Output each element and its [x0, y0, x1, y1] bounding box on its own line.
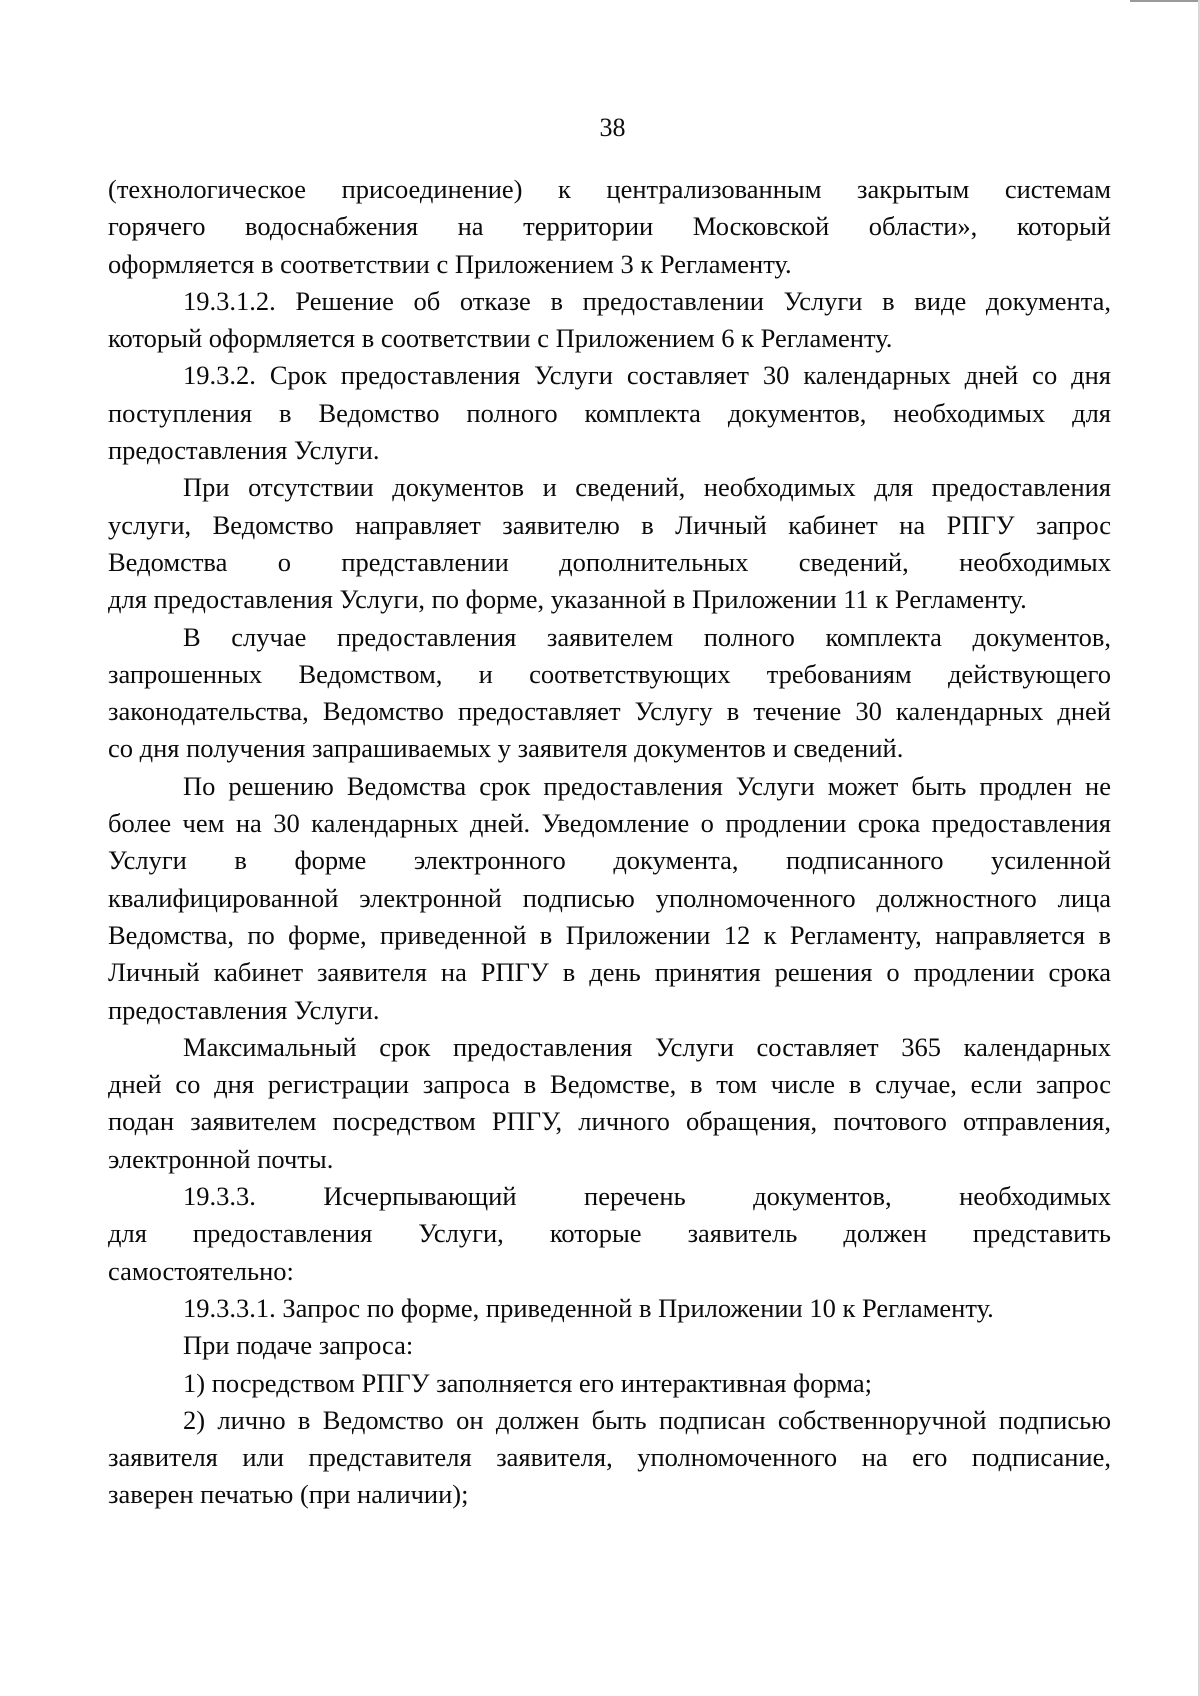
text-line: 19.3.3. Исчерпывающий перечень документов, необходимых — [183, 1181, 1111, 1212]
text-line: заявителя или представителя заявителя, уполномоченного на его подписание, — [108, 1442, 1111, 1473]
paragraph — [108, 469, 1111, 618]
text-line: электронной почты. — [108, 1143, 334, 1174]
paragraph — [108, 171, 1111, 283]
paragraph — [108, 1365, 1111, 1402]
text-line: 19.3.2. Срок предоставления Услуги составляет 30 календарных дней со дня — [183, 360, 1111, 391]
text-line: со дня получения запрашиваемых у заявителя документов и сведений. — [108, 733, 904, 764]
text-line: (технологическое присоединение) к централизованным закрытым системам — [108, 174, 1111, 204]
paragraph — [108, 1327, 1111, 1364]
text-line: оформляется в соответствии с Приложением 3 к Регламенту. — [108, 248, 792, 279]
text-line: подан заявителем посредством РПГУ, личного обращения, почтового отправления, — [108, 1106, 1111, 1137]
paragraph — [108, 619, 1111, 768]
text-line: В случае предоставления заявителем полного комплекта документов, — [183, 621, 1111, 652]
text-line: По решению Ведомства срок предоставления Услуги может быть продлен не — [183, 770, 1111, 801]
text-line: для предоставления Услуги, по форме, указанной в Приложении 11 к Регламенту. — [108, 584, 1027, 615]
paragraph — [108, 1290, 1111, 1327]
text-line: 19.3.3.1. Запрос по форме, приведенной в Приложении 10 к Регламенту. — [183, 1292, 994, 1323]
text-line: Ведомства, по форме, приведенной в Приложении 12 к Регламенту, направляется в — [108, 919, 1111, 950]
text-line: горячего водоснабжения на территории Московской области», который — [108, 211, 1111, 242]
text-line: предоставления Услуги. — [108, 435, 380, 466]
text-line: запрошенных Ведомством, и соответствующих требованиям действующего — [108, 658, 1111, 689]
text-line: При отсутствии документов и сведений, необходимых для предоставления — [183, 472, 1111, 503]
paragraph — [108, 1029, 1111, 1178]
text-line: услуги, Ведомство направляет заявителю в Личный кабинет на РПГУ запрос — [108, 509, 1111, 540]
paragraph — [108, 1402, 1111, 1514]
paragraph — [108, 283, 1111, 358]
text-line: поступления в Ведомство полного комплекта документов, необходимых для — [108, 397, 1111, 428]
paragraph — [108, 357, 1111, 469]
text-line: 19.3.1.2. Решение об отказе в предоставлении Услуги в виде документа, — [183, 285, 1111, 316]
paragraph — [108, 768, 1111, 1029]
text-line: который оформляется в соответствии с Приложением 6 к Регламенту. — [108, 323, 893, 354]
page-number: 38 — [599, 113, 626, 142]
text-line: Максимальный срок предоставления Услуги составляет 365 календарных — [183, 1031, 1111, 1062]
text-line: При подаче запроса: — [183, 1330, 414, 1361]
text-line: предоставления Услуги. — [108, 994, 380, 1025]
text-line: самостоятельно: — [108, 1255, 294, 1286]
text-line: Личный кабинет заявителя на РПГУ в день принятия решения о продлении срока — [108, 957, 1111, 988]
document-body — [108, 171, 1111, 1514]
text-line: для предоставления Услуги, которые заявитель должен представить — [108, 1218, 1111, 1249]
text-line: заверен печатью (при наличии); — [108, 1479, 469, 1510]
text-line: Услуги в форме электронного документа, подписанного усиленной — [108, 845, 1111, 876]
text-line: квалифицированной электронной подписью уполномоченного должностного лица — [108, 882, 1111, 913]
text-line: 2) лично в Ведомство он должен быть подписан собственноручной подписью — [183, 1404, 1111, 1435]
text-line: законодательства, Ведомство предоставляет Услугу в течение 30 календарных дней — [108, 696, 1111, 727]
text-line: 1) посредством РПГУ заполняется его интерактивная форма; — [183, 1367, 872, 1398]
scan-edge-top — [1130, 0, 1200, 2]
text-line: более чем на 30 календарных дней. Уведомление о продлении срока предоставления — [108, 808, 1111, 839]
text-line: дней со дня регистрации запроса в Ведомстве, в том числе в случае, если запрос — [108, 1069, 1111, 1100]
text-line: Ведомства о представлении дополнительных сведений, необходимых — [108, 546, 1111, 577]
paragraph — [108, 1178, 1111, 1290]
